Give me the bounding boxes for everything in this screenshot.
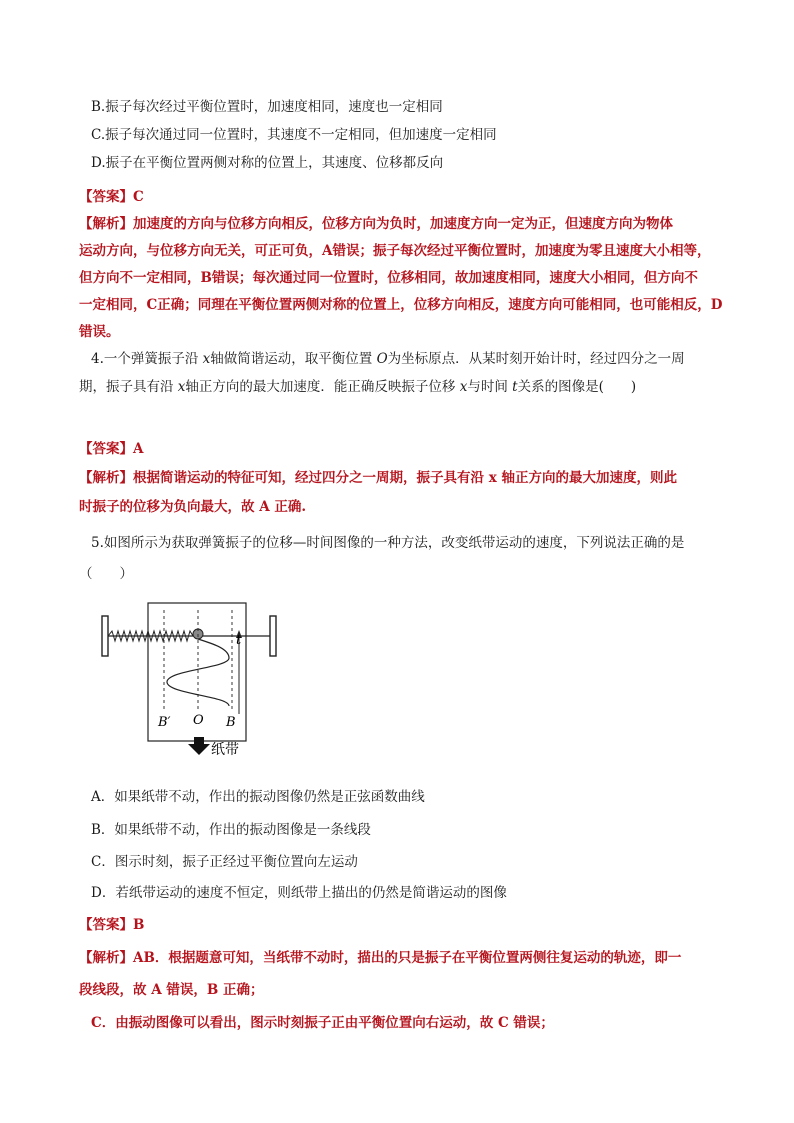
- label-b-prime: B′: [158, 715, 171, 730]
- label-paper-tape: 纸带: [211, 742, 239, 758]
- q3-analysis-line-5: 错误。: [79, 324, 120, 340]
- q3-answer: 【答案】C: [79, 189, 144, 205]
- q3-analysis-line-3: 但方向不一定相同，B错误；每次通过同一位置时，位移相同，故加速度相同，速度大小相同，但方向不: [79, 270, 698, 286]
- spring-oscillator-figure: [98, 598, 298, 768]
- q5-analysis-line-2: 段线段，故 A 错误，B 正确；: [79, 982, 264, 998]
- q3-option-c: C.振子每次通过同一位置时，其速度不一定相同，但加速度一定相同: [91, 127, 497, 143]
- q3-option-b: B.振子每次经过平衡位置时，加速度相同，速度也一定相同: [91, 99, 443, 115]
- q5-option-b: B．如果纸带不动，作出的振动图像是一条线段: [91, 822, 371, 838]
- tape-direction-arrow: [188, 737, 210, 755]
- q3-analysis-line-2: 运动方向，与位移方向无关，可正可负，A错误；振子每次经过平衡位置时，加速度为零且速度大小相等，: [79, 243, 711, 259]
- q3-option-d: D.振子在平衡位置两侧对称的位置上，其速度、位移都反向: [91, 155, 444, 171]
- right-wall-plate: [270, 616, 276, 656]
- q5-option-c: C．图示时刻，振子正经过平衡位置向左运动: [91, 854, 358, 870]
- q3-analysis-line-1: 【解析】加速度的方向与位移方向相反，位移方向为负时，加速度方向一定为正，但速度方向为物体: [79, 216, 673, 232]
- q4-stem-line-2: 期，振子具有沿 x轴正方向的最大加速度．能正确反映振子位移 x与时间 t关系的图像是( ): [79, 379, 637, 395]
- label-o: O: [193, 713, 204, 728]
- q5-option-d: D．若纸带运动的速度不恒定，则纸带上描出的仍然是简谐运动的图像: [91, 885, 507, 901]
- q4-answer: 【答案】A: [79, 441, 144, 457]
- q3-analysis-line-4: 一定相同，C正确；同理在平衡位置两侧对称的位置上，位移方向相反，速度方向可能相同，也可能相反，D: [79, 297, 723, 313]
- label-b: B: [226, 715, 236, 730]
- q4-stem-line-1: 4.一个弹簧振子沿 x轴做简谐运动，取平衡位置 O为坐标原点．从某时刻开始计时，经过四分之一周: [91, 351, 685, 367]
- q5-stem-line-2: （ ）: [79, 566, 133, 582]
- q5-analysis-line-1: 【解析】AB．根据题意可知，当纸带不动时，描出的只是振子在平衡位置两侧往复运动的轨迹，即一: [79, 950, 682, 966]
- q4-analysis-line-2: 时振子的位移为负向最大，故 A 正确.: [79, 499, 307, 515]
- q5-answer: 【答案】B: [79, 917, 145, 933]
- q4-analysis-line-1: 【解析】根据简谐运动的特征可知，经过四分之一周期，振子具有沿 x 轴正方向的最大加速度，则此: [79, 470, 677, 486]
- label-t: t: [236, 633, 242, 648]
- left-wall-plate: [102, 616, 108, 656]
- q5-analysis-line-3: C．由振动图像可以看出，图示时刻振子正由平衡位置向右运动，故 C 错误；: [91, 1015, 554, 1031]
- q5-stem-line-1: 5.如图所示为获取弹簧振子的位移—时间图像的一种方法，改变纸带运动的速度，下列说法正确的是: [91, 535, 685, 551]
- q5-option-a: A．如果纸带不动，作出的振动图像仍然是正弦函数曲线: [91, 789, 425, 805]
